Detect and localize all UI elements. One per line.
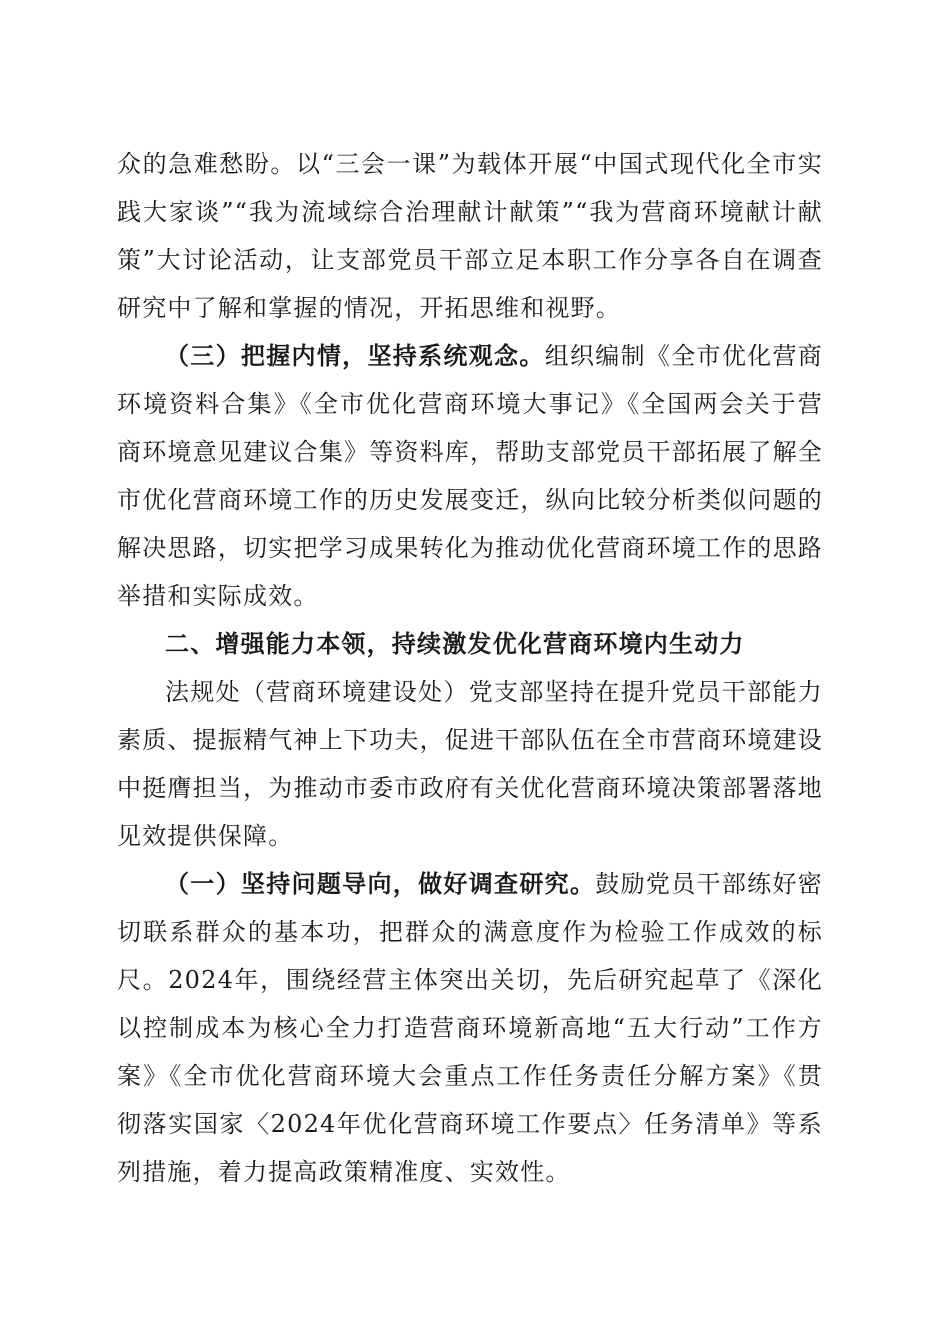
- paragraph-text: 法规处（营商环境建设处）党支部坚持在提升党员干部能力素质、提振精气神上下功夫，促进干部队伍在全市营商环境建设中挺膺担当，为推动市委市政府有关优化营商环境决策部署落地见效提供保障。: [117, 678, 823, 850]
- paragraph-text: 组织编制《全市优化营商环境资料合集》《全市优化营商环境大事记》《全国两会关于营商环境意见建议合集》等资料库，帮助支部党员干部拓展了解全市优化营商环境工作的历史发展变迁，纵向比较分析类似问题的解决思路，切实把学习成果转化为推动优化营商环境工作的思路举措和实际成效。: [117, 342, 824, 610]
- paragraph-body: [117, 668, 823, 860]
- paragraph-continuation: [117, 140, 823, 332]
- subsection-lead: （三）把握内情，坚持系统观念。: [165, 341, 545, 370]
- paragraph-text: 众的急难愁盼。以“三会一课”为载体开展“中国式现代化全市实践大家谈”“我为流域综合治理献计献策”“我为营商环境献计献策”大讨论活动，让支部党员干部立足本职工作分享各自在调查研究中了解和掌握的情况，开拓思维和视野。: [117, 150, 823, 322]
- paragraph-text: 鼓励党员干部练好密切联系群众的基本功，把群众的满意度作为检验工作成效的标尺。2024年，围绕经营主体突出关切，先后研究起草了《深化以控制成本为核心全力打造营商环境新高地“五大行动”工作方案》《全市优化营商环境大会重点工作任务责任分解方案》《贯彻落实国家〈2024年优化营商环境工作要点〉任务清单》等系列措施，着力提高政策精准度、实效性。: [117, 870, 823, 1186]
- subsection-lead: （一）坚持问题导向，做好调查研究。: [165, 869, 596, 898]
- paragraph-subsection-1: [117, 860, 823, 1196]
- section-heading: 二、增强能力本领，持续激发优化营商环境内生动力: [165, 630, 745, 658]
- document-body: [117, 140, 823, 1196]
- paragraph-subsection-3: [117, 332, 823, 620]
